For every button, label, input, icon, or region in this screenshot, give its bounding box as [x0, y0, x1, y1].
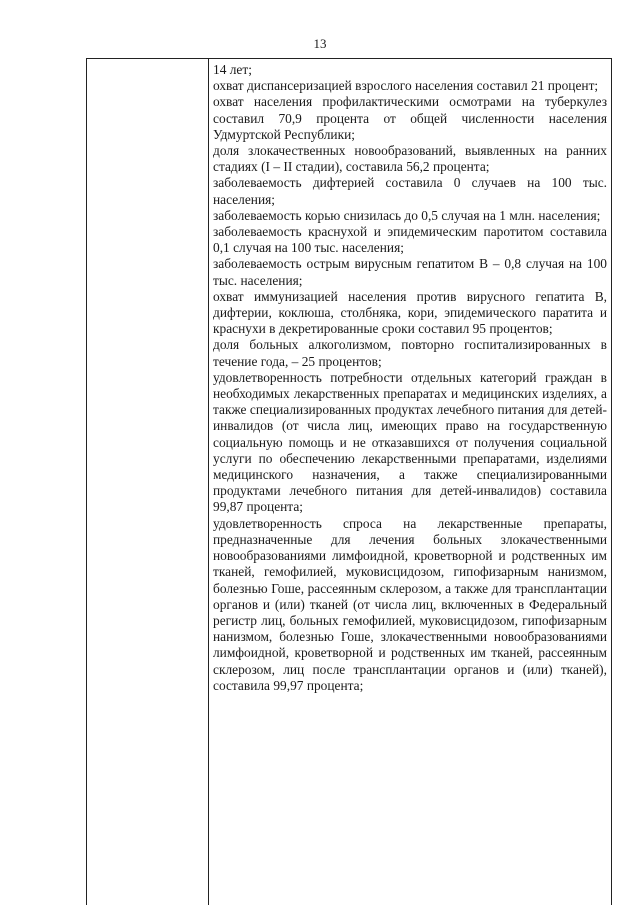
table-content-cell: [213, 62, 607, 694]
paragraph: удовлетворенность потребности отдельных категорий граждан в необходимых лекарственных препаратах и медицинских изделиях, а также специализированных продуктах лечебного питания для детей-инвалидов (от числа лиц, имеющих право на государственную социальную помощь и не отказавшихся от получения социальной услуги по обеспечению лекарственными препаратами, изделиями медицинского назначения, а также специализированными продуктами лечебного питания для детей-инвалидов) составила 99,87 процента;: [213, 369, 607, 515]
paragraph: заболеваемость острым вирусным гепатитом В – 0,8 случая на 100 тыс. населения;: [213, 256, 607, 288]
paragraph: охват иммунизацией населения против вирусного гепатита В, дифтерии, коклюша, столбняка, кори, эпидемического паратита и краснухи в декретированные сроки составил 95 процентов;: [213, 288, 607, 337]
paragraph: доля злокачественных новообразований, выявленных на ранних стадиях (I – II стадии), составила 56,2 процента;: [213, 143, 607, 175]
table-left-border: [86, 58, 87, 905]
paragraph: охват населения профилактическими осмотрами на туберкулез составил 70,9 процента от общей численности населения Удмуртской Республики;: [213, 94, 607, 142]
table-column-divider: [208, 58, 209, 905]
table-top-border: [86, 58, 612, 59]
document-table: [86, 58, 612, 905]
paragraph: заболеваемость краснухой и эпидемическим паротитом составила 0,1 случая на 100 тыс. населения;: [213, 224, 607, 256]
table-right-border: [611, 58, 612, 905]
paragraph: охват диспансеризацией взрослого населения составил 21 процент;: [213, 78, 599, 94]
paragraph: удовлетворенность спроса на лекарственные препараты, предназначенные для лечения больных злокачественными новообразованиями лимфоидной, кроветворной и родственных им тканей, гемофилией, муковисцидозом, гипофизарным нанизмом, болезнью Гоше, рассеянным склерозом, а также для трансплантации органов и (или) тканей (от числа лиц, включенных в Федеральный регистр лиц, больных гемофилией, муковисцидозом, гипофизарным нанизмом, болезнью Гоше, злокачественными новообразованиями лимфоидной, кроветворной и родственных им тканей, рассеянным склерозом, лиц после трансплантации органов и (или) тканей), составила 99,97 процента;: [213, 515, 607, 693]
paragraph: заболеваемость дифтерией составила 0 случаев на 100 тыс. населения;: [213, 175, 607, 207]
page-number: 13: [313, 36, 327, 51]
paragraph: доля больных алкоголизмом, повторно госпитализированных в течение года, – 25 процентов;: [213, 337, 607, 369]
paragraph: заболеваемость корью снизилась до 0,5 случая на 1 млн. населения;: [213, 207, 601, 223]
paragraph: 14 лет;: [213, 62, 252, 77]
